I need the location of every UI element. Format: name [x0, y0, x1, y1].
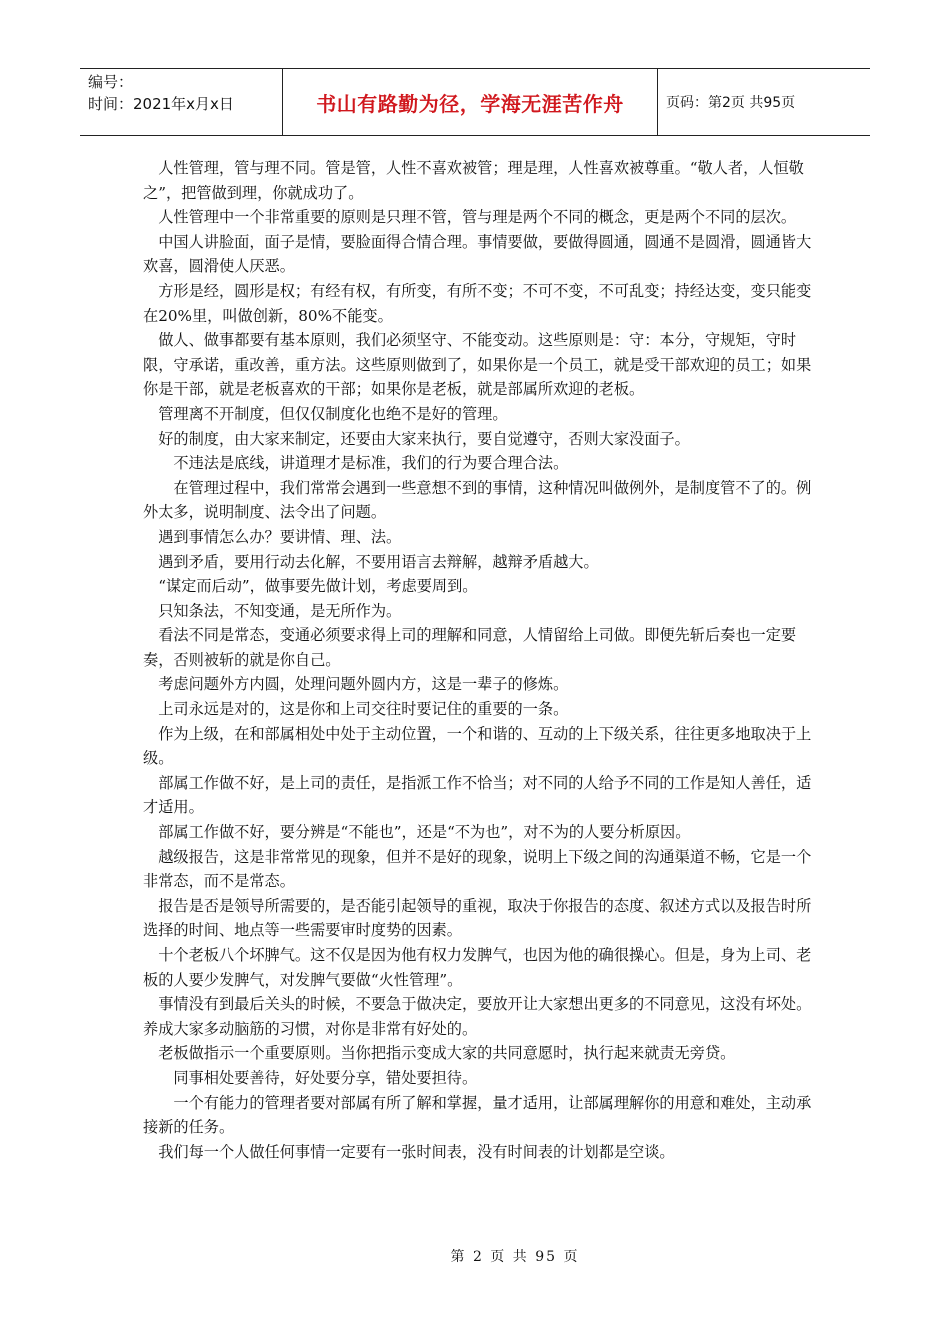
body-paragraph: 我们每一个人做任何事情一定要有一张时间表，没有时间表的计划都是空谈。 — [143, 1142, 675, 1161]
body-paragraph: 人性管理，管与理不同。管是管，人性不喜欢被管；理是理，人性喜欢被尊重。“敬人者，人恒敬之”，把管做到理，你就成功了。 — [143, 159, 804, 202]
body-paragraph: 上司永远是对的，这是你和上司交往时要记住的重要的一条。 — [143, 700, 569, 719]
body-paragraph: 越级报告，这是非常常见的现象，但并不是好的现象，说明上下级之间的沟通渠道不畅，它是一个非常态，而不是常态。 — [143, 847, 812, 891]
body-paragraph: 考虑问题外方内圆，处理问题外圆内方，这是一辈子的修炼。 — [143, 675, 569, 694]
body-paragraph: 遇到矛盾，要用行动去化解，不要用语言去辩解，越辩矛盾越大。 — [143, 552, 599, 571]
header-meta-cell — [80, 69, 283, 135]
body-paragraph: 人性管理中一个非常重要的原则是只理不管，管与理是两个不同的概念，更是两个不同的层次。 — [143, 208, 797, 227]
body-paragraph: 十个老板八个坏脾气。这不仅是因为他有权力发脾气，也因为他的确很操心。但是，身为上司、老板的人要少发脾气，对发脾气要做“火性管理”。 — [143, 946, 812, 989]
header-page-info: 页码：第2页 共95页 — [666, 95, 796, 111]
number-label: 编号： — [88, 73, 134, 91]
body-paragraph: 管理离不开制度，但仅仅制度化也绝不是好的管理。 — [143, 404, 508, 423]
document-body — [143, 156, 813, 1164]
body-paragraph: 同事相处要善待，好处要分享，错处要担待。 — [143, 1068, 478, 1087]
page-footer: 第 2 页 共 95 页 — [450, 1249, 580, 1265]
date-line: 时间：2021年x月x日 — [88, 95, 234, 113]
body-paragraph: 作为上级，在和部属相处中处于主动位置，一个和谐的、互动的上下级关系，往往更多地取决于上级。 — [143, 724, 812, 768]
body-paragraph: “谋定而后动”，做事要先做计划，考虑要周到。 — [143, 577, 478, 596]
body-paragraph: 报告是否是领导所需要的，是否能引起领导的重视，取决于你报告的态度、叙述方式以及报告时所选择的时间、地点等一些需要审时度势的因素。 — [143, 896, 812, 940]
body-paragraph: 老板做指示一个重要原则。当你把指示变成大家的共同意愿时，执行起来就责无旁贷。 — [143, 1044, 736, 1063]
body-paragraph: 方形是经，圆形是权；有经有权，有所变，有所不变；不可不变，不可乱变；持经达变，变只能变在20%里，叫做创新，80%不能变。 — [143, 281, 812, 325]
body-paragraph: 在管理过程中，我们常常会遇到一些意想不到的事情，这种情况叫做例外，是制度管不了的。例外太多，说明制度、法令出了问题。 — [143, 478, 812, 522]
body-paragraph: 部属工作做不好，要分辨是“不能也”，还是“不为也”，对不为的人要分析原因。 — [143, 823, 691, 842]
body-paragraph: 看法不同是常态，变通必须要求得上司的理解和同意，人情留给上司做。即便先斩后奏也一定要奏，否则被斩的就是你自己。 — [143, 626, 797, 669]
body-paragraph: 遇到事情怎么办？要讲情、理、法。 — [143, 527, 402, 546]
body-paragraph: 只知条法，不知变通，是无所作为。 — [143, 601, 402, 620]
body-paragraph: 一个有能力的管理者要对部属有所了解和掌握，量才适用，让部属理解你的用意和难处，主动承接新的任务。 — [143, 1093, 812, 1137]
body-paragraph: 部属工作做不好，是上司的责任，是指派工作不恰当；对不同的人给予不同的工作是知人善任，适才适用。 — [143, 773, 812, 817]
body-paragraph: 好的制度，由大家来制定，还要由大家来执行，要自觉遵守，否则大家没面子。 — [143, 429, 690, 448]
body-paragraph: 中国人讲脸面，面子是情，要脸面得合情合理。事情要做，要做得圆通，圆通不是圆滑，圆通皆大欢喜，圆滑使人厌恶。 — [143, 232, 812, 276]
document-header — [80, 68, 870, 136]
header-motto: 书山有路勤为径，学海无涯苦作舟 — [283, 69, 658, 135]
body-paragraph: 不违法是底线，讲道理才是标准，我们的行为要合理合法。 — [143, 454, 569, 473]
body-paragraph: 事情没有到最后关头的时候，不要急于做决定，要放开让大家想出更多的不同意见，这没有坏处。养成大家多动脑筋的习惯，对你是非常有好处的。 — [143, 995, 812, 1038]
body-paragraph: 做人、做事都要有基本原则，我们必须坚守、不能变动。这些原则是：守：本分，守规矩，守时限，守承诺，重改善，重方法。这些原则做到了，如果你是一个员工，就是受干部欢迎的员工；如果你是干部，就是老板喜欢的干部；如果你是老板，就是部属所欢迎的老板。 — [143, 331, 812, 399]
